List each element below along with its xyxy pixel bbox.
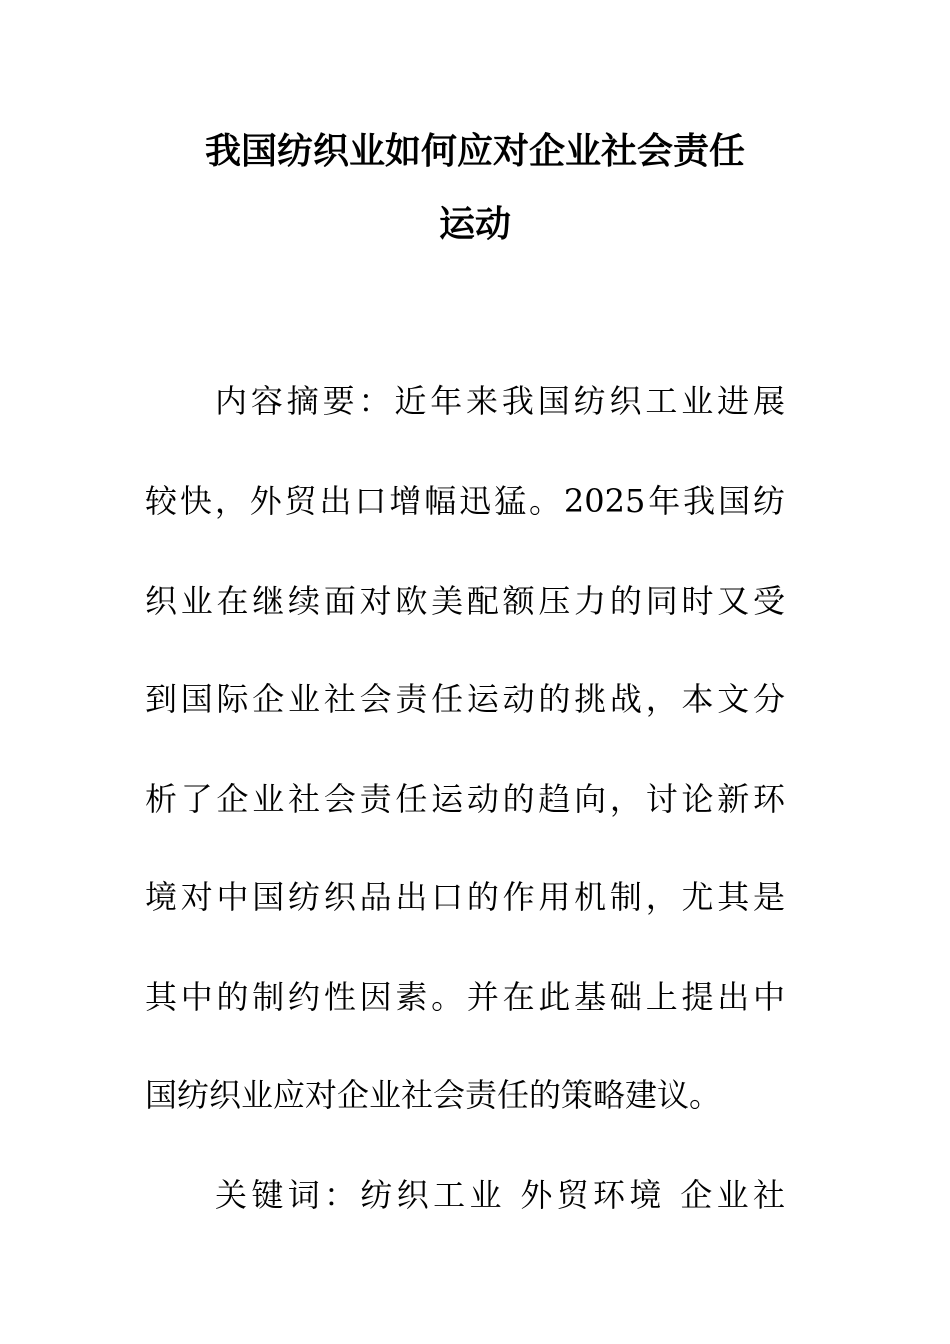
abstract-line: 较快，外贸出口增幅迅猛。2025年我国纺 bbox=[145, 482, 785, 520]
keywords-line: 关键词：纺织工业 外贸环境 企业社 bbox=[215, 1176, 785, 1214]
abstract-line: 国纺织业应对企业社会责任的策略建议。 bbox=[145, 1076, 722, 1114]
abstract-line: 境对中国纺织品出口的作用机制，尤其是 bbox=[145, 878, 785, 916]
abstract-line: 其中的制约性因素。并在此基础上提出中 bbox=[145, 978, 785, 1016]
document-title-line-1: 我国纺织业如何应对企业社会责任 bbox=[204, 131, 745, 172]
abstract-line: 内容摘要：近年来我国纺织工业进展 bbox=[215, 382, 785, 420]
abstract-line: 析了企业社会责任运动的趋向，讨论新环 bbox=[145, 780, 785, 818]
document-title-line-2: 运动 bbox=[438, 204, 511, 245]
abstract-line: 到国际企业社会责任运动的挑战，本文分 bbox=[145, 680, 785, 718]
abstract-line: 织业在继续面对欧美配额压力的同时又受 bbox=[145, 582, 785, 620]
